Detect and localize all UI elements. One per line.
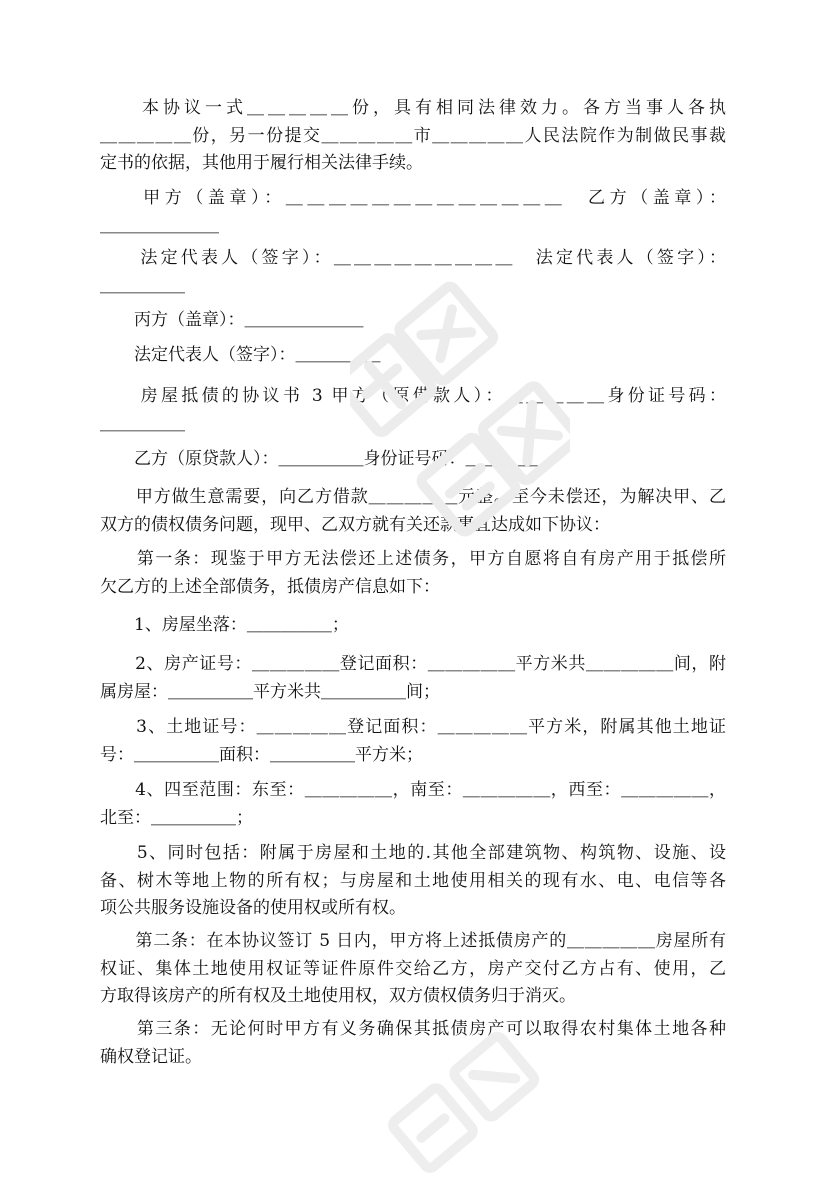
text-line: 乙方（原贷款人）：＿＿＿＿＿身份证号码：＿＿＿＿＿ [100, 449, 551, 469]
text-line: 5、同时包括：附属于房屋和土地的.其他全部建筑物、构筑物、设施、设 [100, 843, 726, 863]
paragraph-party-c-seal [100, 307, 726, 335]
paragraph-legal-rep-signature [100, 245, 726, 300]
paragraph-party-b-lender [100, 446, 726, 474]
text-line: 确权登记证。 [100, 1046, 202, 1067]
paragraph-agreement-title [100, 383, 726, 438]
text-line: 1、房屋坐落：＿＿＿＿＿； [100, 615, 349, 635]
text-line: 权证、集体土地使用权证等证件原件交给乙方，房产交付乙方占有、使用，乙 [100, 958, 726, 979]
text-line: 4、四至范围：东至：＿＿＿＿＿，南至：＿＿＿＿＿，西至：＿＿＿＿＿， [100, 780, 726, 800]
text-line: 第三条：无论何时甲方有义务确保其抵债房产可以取得农村集体土地各种 [100, 1019, 726, 1039]
text-line: 备、树木等地上物的所有权；与房屋和土地使用相关的现有水、电、电信等各 [100, 870, 726, 891]
text-line: 3、土地证号：＿＿＿＿＿登记面积：＿＿＿＿＿平方米，附属其他土地证 [100, 717, 726, 737]
paragraph-item-1 [100, 612, 726, 640]
text-line: ＿＿＿＿＿ [100, 275, 185, 296]
text-line: ＿＿＿＿＿ [100, 413, 185, 434]
text-line: 甲方（盖章）：＿＿＿＿＿＿＿＿＿＿＿＿＿ 乙方（盖章）： [100, 188, 726, 208]
text-line: 第一条：现鉴于甲方无法偿还上述债务，甲方自愿将自有房产用于抵偿所 [100, 549, 726, 569]
paragraph-copies [100, 95, 726, 178]
paragraph-item-2 [100, 651, 726, 706]
text-line: ＿＿＿＿＿份，另一份提交＿＿＿＿＿市＿＿＿＿＿人民法院作为制做民事裁 [100, 125, 726, 146]
text-line: 定书的依据，其他用于履行相关法律手续。 [100, 153, 423, 173]
paragraph-item-5 [100, 840, 726, 923]
paragraph-party-c-legal-rep [100, 342, 726, 370]
text-line: 项公共服务设施设备的使用权或所有权。 [100, 898, 406, 918]
paragraph-article-3 [100, 1016, 726, 1071]
text-line: 2、房产证号：＿＿＿＿＿登记面积：＿＿＿＿＿平方米共＿＿＿＿＿间，附 [100, 654, 726, 674]
text-line: 北至：＿＿＿＿＿； [100, 807, 253, 828]
paragraph-item-4 [100, 777, 726, 832]
text-line: 本协议一式＿＿＿＿＿份，具有相同法律效力。各方当事人各执 [100, 98, 726, 118]
text-line: 方取得该房产的所有权及土地使用权，双方债权债务归于消灭。 [100, 986, 576, 1006]
text-line: 号：＿＿＿＿＿面积：＿＿＿＿＿平方米； [100, 744, 423, 765]
paragraph-party-a-b-seal [100, 185, 726, 240]
text-line: 双方的债权债务问题，现甲、乙双方就有关还款事宜达成如下协议： [100, 514, 610, 535]
text-line: 丙方（盖章）：＿＿＿＿＿＿＿ [100, 310, 364, 330]
paragraph-item-3 [100, 714, 726, 769]
text-line: 第二条：在本协议签订 5 日内，甲方将上述抵债房产的＿＿＿＿＿房屋所有 [100, 931, 726, 951]
text-line: 法定代表人（签字）：＿＿＿＿＿ [100, 345, 381, 365]
text-line: 房屋抵债的协议书 3 甲方（原借款人）：＿＿＿＿＿身份证号码： [100, 386, 726, 406]
text-line: 甲方做生意需要，向乙方借款＿＿＿＿＿元整。至今未偿还，为解决甲、乙 [100, 487, 726, 507]
text-line: 属房屋：＿＿＿＿＿平方米共＿＿＿＿＿间； [100, 681, 440, 702]
text-line: 欠乙方的上述全部债务，抵债房产信息如下： [100, 576, 440, 597]
paragraph-article-2 [100, 928, 726, 1011]
paragraph-article-1 [100, 546, 726, 601]
paragraph-background [100, 484, 726, 539]
text-line: ＿＿＿＿＿＿＿ [100, 215, 219, 236]
text-line: 法定代表人（签字）：＿＿＿＿＿＿＿＿＿ 法定代表人（签字）： [100, 248, 726, 268]
